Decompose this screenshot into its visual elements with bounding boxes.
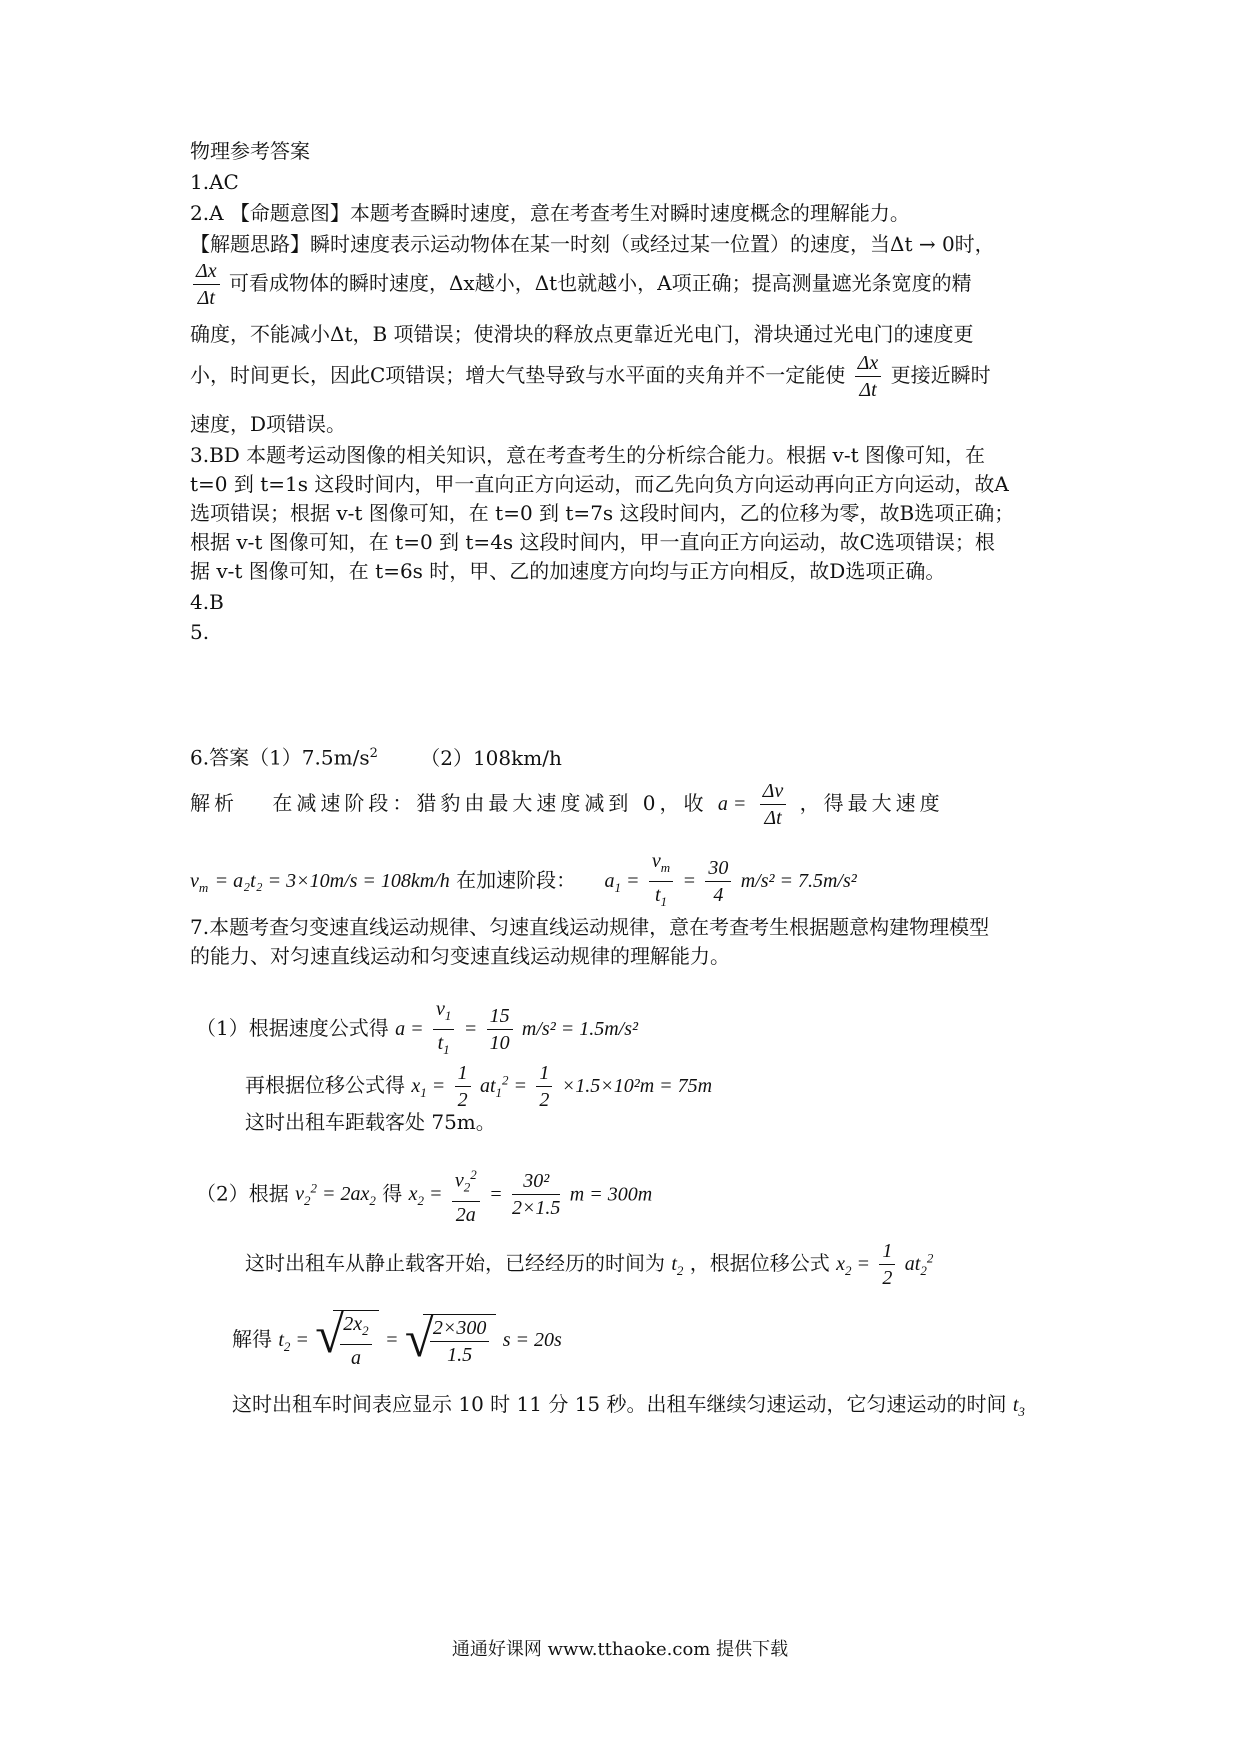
answer-3-line-1: 3.BD 本题考运动图像的相关知识，意在考查考生的分析综合能力。根据 v-t 图像可知，在 (190, 443, 985, 467)
half-fraction: $\frac{1}{2}$ (455, 1060, 471, 1113)
page-title: 物理参考答案 (190, 139, 310, 163)
answer-3-line-4: 根据 v-t 图像可知，在 t=0 到 t=4s 这段时间内，甲一直向正方向运动，故C选项错误；根 (190, 530, 995, 554)
page-footer: 通通好课网 www.tthaoke.com 提供下载 (451, 1639, 789, 1660)
answer-6-heading: 6.答案$(1)7.5m/s^2$ （2）108km/h (190, 745, 562, 770)
answer-1: 1.AC (190, 170, 239, 194)
answer-6-formula: $v_m = a_2t_2 = 3\times 10m/s = 108km/h$ 在加速阶段： $a_1$ = $\frac{v_m}{t_1}$ = $\frac{30}{4}$ m/s² = 7.5m/s² (190, 848, 857, 915)
answer-7-part-1: （1）根据速度公式得 a = $\frac{v_1}{t_1}$ = $\frac{15}{10}$ m/s² = 1.5m/s² (196, 996, 638, 1063)
answer-2-line-5: 小，时间更长，因此C项错误；增大气垫导致与水平面的夹角并不一定能使 $\frac{\Delta x}{\Delta t}$ 更接近瞬时 (190, 352, 991, 401)
answer-5: 5. (190, 620, 210, 644)
answer-3-line-3: 选项错误；根据 v-t 图像可知，在 t=0 到 t=7s 这段时间内，乙的位移为零，故B选项正确； (190, 501, 1015, 525)
answer-7-part-2c: 解得 $t_2$ = √ $\frac{2x_2}{a}$ = √ $\frac{2\times 300}{1.5}$ s = 20s (232, 1307, 562, 1369)
half-fraction: $\frac{1}{2}$ (879, 1238, 895, 1291)
thirty-over-four-fraction: $\frac{30}{4}$ (705, 855, 731, 908)
half-fraction: $\frac{1}{2}$ (536, 1060, 552, 1113)
accel-fraction: $\frac{\Delta v}{\Delta t}$ (760, 778, 787, 831)
v2-squared-over-2a-fraction: $\frac{v_2^2}{2a}$ (452, 1162, 480, 1228)
numeric-fraction: $\frac{\text{30²}}{2\times 1.5}$ (511, 1170, 561, 1220)
answer-2-line-4: 确度，不能减小Δt，B 项错误；使滑块的释放点更靠近光电门，滑块通过光电门的速度更 (190, 322, 974, 346)
answer-7-part-2: （2）根据 $v_2^2 = 2ax_2$ 得 $x_2$ = $\frac{v_2^2}{2a}$ = $\frac{\text{30²}}{2\times 1.5}$ m = 300m (196, 1162, 652, 1228)
answer-7-part-2b: 这时出租车从静止载客开始，已经经历的时间为 $t_2$ ，根据位移公式 $x_2$ = $\frac{1}{2}$ $at_2^2$ (245, 1240, 934, 1289)
delta-fraction: $\frac{\Delta x}{\Delta t}$ (193, 258, 220, 311)
answer-3-line-2: t=0 到 t=1s 这段时间内，甲一直向正方向运动，而乙先向负方向运动再向正方向运动，故A (190, 472, 1009, 496)
delta-fraction: $\frac{\Delta x}{\Delta t}$ (855, 350, 882, 403)
sqrt-radical: √ $\frac{2\times 300}{1.5}$ (405, 1314, 497, 1368)
answer-2-line-1: 2.A 【命题意图】本题考查瞬时速度，意在考查考生对瞬时速度概念的理解能力。 (190, 201, 910, 225)
answer-2-line-3: $\frac{\Delta x}{\Delta t}$ 可看成物体的瞬时速度，Δx越小，Δt也就越小，A项正确；提高测量遮光条宽度的精 (190, 258, 972, 311)
answer-2-line-6: 速度，D项错误。 (190, 412, 347, 436)
answer-2-line-2: 【解题思路】瞬时速度表示运动物体在某一时刻（或经过某一位置）的速度，当Δt → 0时， (190, 232, 995, 256)
sqrt-radical: √ $\frac{2x_2}{a}$ (315, 1310, 378, 1371)
answer-7-part-2d: 这时出租车时间表应显示 10 时 11 分 15 秒。出租车继续匀速运动，它匀速运动的时间 $t_3$ (232, 1392, 1025, 1419)
answer-7-line-2: 的能力、对匀速直线运动和匀变速直线运动规律的理解能力。 (190, 944, 730, 968)
answer-7-line-1: 7.本题考查匀变速直线运动规律、匀速直线运动规律，意在考查考生根据题意构建物理模型 (190, 915, 990, 939)
fifteen-over-ten-fraction: $\frac{15}{10}$ (487, 1003, 513, 1056)
answer-7-part-1c: 这时出租车距载客处 75m。 (245, 1110, 496, 1134)
v1-over-t1-fraction: $\frac{v_1}{t_1}$ (433, 996, 454, 1063)
answer-3-line-5: 据 v-t 图像可知，在 t=6s 时，甲、乙的加速度方向均与正方向相反，故D选项正确。 (190, 559, 946, 583)
answer-6-analysis: 解析 在减速阶段：猎豹由最大速度减到 0，收 a = $\frac{\Delta v}{\Delta t}$ ，得最大速度 (190, 780, 944, 829)
vm-over-t1-fraction: $\frac{v_m}{t_1}$ (649, 848, 673, 915)
answer-4: 4.B (190, 590, 224, 614)
answer-7-part-1b: 再根据位移公式得 $x_1$ = $\frac{1}{2}$ $at_1^2$ = $\frac{1}{2}$ ×1.5×10²m = 75m (245, 1062, 713, 1111)
